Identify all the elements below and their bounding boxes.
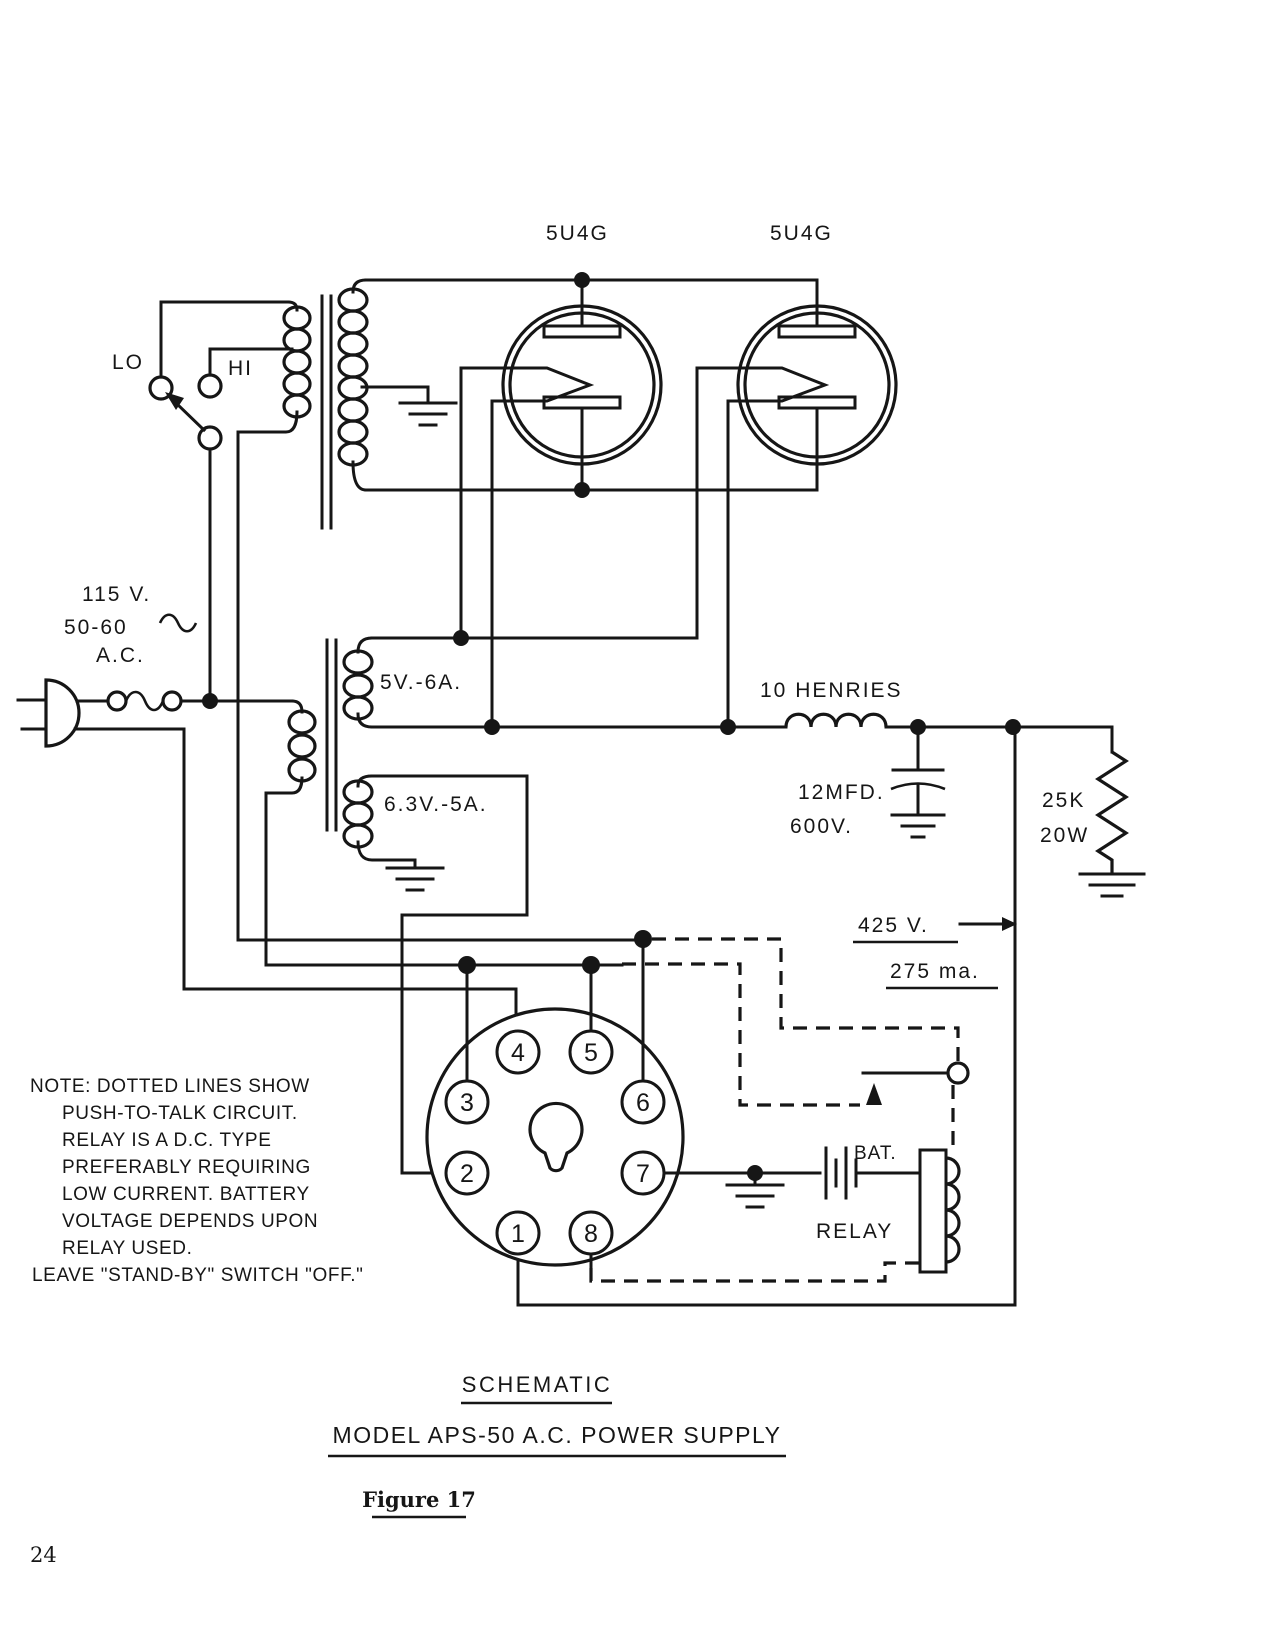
ac-neutral-wire — [75, 729, 516, 1031]
note-line: NOTE: DOTTED LINES SHOW — [30, 1076, 310, 1097]
note-block — [30, 1076, 363, 1286]
note-line: RELAY IS A D.C. TYPE — [62, 1130, 272, 1151]
choke-label: 10 HENRIES — [760, 679, 903, 702]
ct-wire — [362, 387, 428, 402]
pin-1-label: 1 — [511, 1220, 525, 1248]
bleeder-value-label: 25K — [1042, 789, 1086, 812]
pin-5-label: 5 — [584, 1039, 598, 1067]
output-voltage-label: 425 V. — [858, 914, 929, 937]
core — [322, 296, 331, 528]
cap-value-label: 12MFD. — [798, 781, 885, 804]
figure-caption: Figure 17 — [362, 1487, 476, 1512]
input-voltage-label: 115 V. — [82, 583, 152, 606]
core — [327, 640, 336, 830]
ptt-switch — [863, 1063, 968, 1083]
note-line: LOW CURRENT. BATTERY — [62, 1184, 310, 1205]
ptt-dashed-a — [652, 939, 958, 1062]
note-line: VOLTAGE DEPENDS UPON — [62, 1211, 319, 1232]
pin-2-label: 2 — [460, 1160, 474, 1188]
rect-fil-winding-label: 5V.-6A. — [380, 671, 463, 694]
output-current-label: 275 ma. — [890, 960, 980, 983]
lo-hi-switch — [150, 302, 292, 701]
fil-winding-label: 6.3V.-5A. — [384, 793, 488, 816]
page-number: 24 — [30, 1543, 57, 1567]
note-line: PREFERABLY REQUIRING — [62, 1157, 311, 1178]
pin-8-label: 8 — [584, 1220, 598, 1248]
lo-wire — [161, 302, 288, 377]
relay-coil — [920, 1150, 959, 1272]
ptt-arrow — [866, 1083, 882, 1105]
input-freq-label: 50-60 — [64, 616, 128, 639]
schematic-title: SCHEMATIC — [461, 1372, 613, 1397]
model-title: MODEL APS-50 A.C. POWER SUPPLY — [332, 1422, 782, 1448]
battery — [826, 1148, 856, 1198]
plate-top-wire — [366, 280, 817, 327]
pin-6-label: 6 — [636, 1089, 650, 1117]
ac-plug — [18, 680, 79, 746]
tube1-label: 5U4G — [546, 222, 609, 245]
octal-socket — [427, 1009, 683, 1265]
hi-label: HI — [228, 357, 253, 380]
ground-symbol — [400, 403, 456, 425]
note-line: LEAVE "STAND-BY" SWITCH "OFF." — [32, 1265, 364, 1286]
bleeder-resistor — [1080, 752, 1144, 896]
tube2-label: 5U4G — [770, 222, 833, 245]
relay-label: RELAY — [816, 1220, 894, 1243]
battery-label: BAT. — [854, 1143, 897, 1164]
ac-wave-icon — [160, 615, 196, 632]
cap-rating-label: 600V. — [790, 815, 853, 838]
filter-choke — [786, 714, 886, 727]
bleeder-power-label: 20W — [1040, 824, 1090, 847]
note-line: RELAY USED. — [62, 1238, 193, 1259]
output-arrow — [960, 917, 1017, 931]
ground-symbol — [387, 860, 443, 890]
note-line: PUSH-TO-TALK CIRCUIT. — [62, 1103, 298, 1124]
plate-bottom-wire — [366, 407, 817, 490]
pin-3-label: 3 — [460, 1089, 474, 1117]
filter-capacitor — [891, 727, 945, 837]
input-ac-label: A.C. — [96, 644, 145, 667]
pin-7-label: 7 — [636, 1160, 650, 1188]
fuse — [77, 692, 292, 710]
pin-4-label: 4 — [511, 1039, 525, 1067]
lo-label: LO — [112, 351, 145, 374]
ptt-dashed-d — [591, 1263, 920, 1281]
